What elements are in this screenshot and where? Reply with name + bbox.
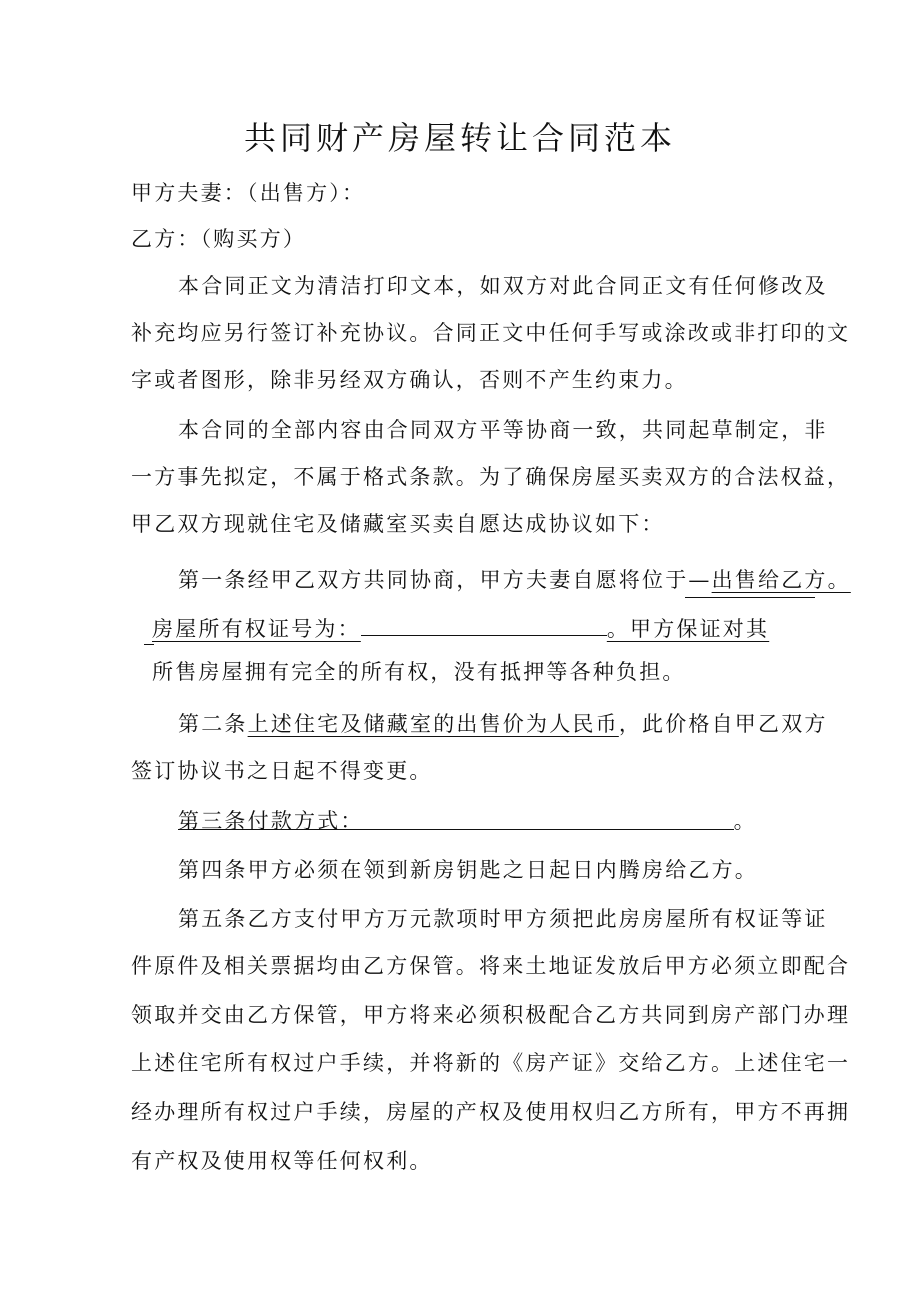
article-2-line-1: [178, 709, 828, 739]
article-5-line-3: 领取并交由乙方保管，甲方将来必须积极配合乙方共同到房产部门办理: [131, 1003, 851, 1027]
article-2-prefix: 第二条: [178, 712, 248, 736]
article-2-line-2: 签订协议书之日起不得变更。: [131, 759, 433, 783]
article-2-price-label: 上述住宅及储藏室的出售价为人民币: [247, 712, 619, 736]
paragraph-2-line-2: 一方事先拟定，不属于格式条款。为了确保房屋买卖双方的合法权益，: [131, 465, 851, 489]
paragraph-1-line-1: 本合同正文为清洁打印文本，如双方对此合同正文有任何修改及: [178, 274, 828, 298]
article-2-suffix: ，此价格自甲乙双方: [618, 712, 828, 736]
article-1-text: 第一条经甲乙双方共同协商，甲方夫妻自愿将位于—: [178, 568, 712, 592]
party-b-line: 乙方：（购买方）: [131, 227, 307, 251]
paragraph-2-line-3: 甲乙双方现就住宅及储藏室买卖自愿达成协议如下：: [131, 512, 665, 536]
certificate-number-blank: [361, 611, 607, 636]
party-a-line: 甲方夫妻：（出售方）：: [131, 181, 366, 205]
article-1-line-2-lead-underline: [144, 644, 154, 645]
paragraph-2-line-1: 本合同的全部内容由合同双方平等协商一致，共同起草制定，非: [178, 418, 828, 442]
article-5-line-6: 有产权及使用权等任何权利。: [131, 1149, 433, 1173]
article-1-line-2-end: 。甲方保证对其: [606, 617, 770, 641]
certificate-number-label: 房屋所有权证号为：: [152, 617, 361, 641]
article-5-line-1: 第五条乙方支付甲方万元款项时甲方须把此房房屋所有权证等证: [178, 907, 828, 931]
article-1-underline-extension: [685, 597, 815, 598]
article-3-end: 。: [733, 809, 757, 833]
article-5-line-2: 件原件及相关票据均由乙方保管。将来土地证发放后甲方必须立即配合: [131, 954, 851, 978]
payment-method-label: 第三条付款方式：: [178, 809, 364, 833]
article-1-underlined-text: 出售给乙方。: [711, 568, 851, 592]
article-1-line-3: 所售房屋拥有完全的所有权，没有抵押等各种负担。: [152, 660, 686, 684]
article-3-line: [178, 806, 757, 836]
document-title: 共同财产房屋转让合同范本: [243, 119, 676, 157]
article-5-line-5: 经办理所有权过户手续，房屋的产权及使用权归乙方所有，甲方不再拥: [131, 1100, 851, 1124]
article-4-line: 第四条甲方必须在领到新房钥匙之日起日内腾房给乙方。: [178, 858, 758, 882]
article-1-line-2: [152, 611, 769, 644]
article-1-line-1: [178, 562, 851, 595]
paragraph-1-line-3: 字或者图形，除非另经双方确认，否则不产生约束力。: [131, 368, 688, 392]
paragraph-1-line-2: 补充均应另行签订补充协议。合同正文中任何手写或涂改或非打印的文: [131, 321, 851, 345]
article-5-line-4: 上述住宅所有权过户手续，并将新的《房产证》交给乙方。上述住宅一: [131, 1051, 851, 1075]
article-3-underline: [178, 829, 734, 830]
